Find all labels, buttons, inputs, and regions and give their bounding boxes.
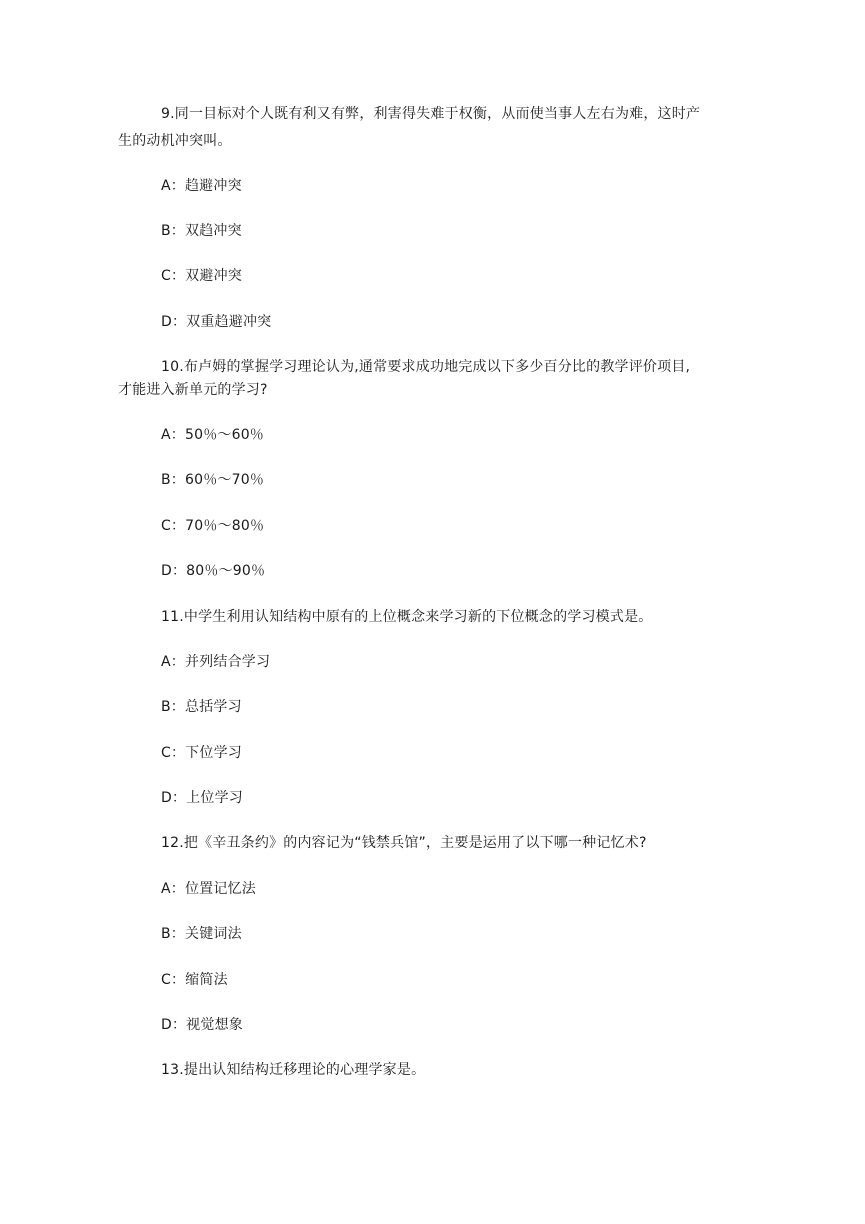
question-11-text: 11.中学生利用认知结构中原有的上位概念来学习新的下位概念的学习模式是。 [161, 609, 653, 625]
question-12-option-a: A：位置记忆法 [161, 881, 256, 897]
question-10-text-cont: 才能进入新单元的学习? [118, 382, 268, 398]
question-10-option-b: B：60％～70％ [161, 472, 265, 488]
question-9-option-d: D：双重趋避冲突 [161, 314, 272, 330]
question-10-text: 10.布卢姆的掌握学习理论认为,通常要求成功地完成以下多少百分比的教学评价项目, [161, 359, 691, 375]
question-9-text: 9.同一目标对个人既有利又有弊，利害得失难于权衡，从而使当事人左右为难，这时产 [161, 106, 701, 122]
question-9-option-c: C：双避冲突 [161, 268, 242, 284]
question-10-option-a: A：50％～60％ [161, 427, 265, 443]
question-9-option-b: B：双趋冲突 [161, 223, 242, 239]
question-12-option-c: C：缩简法 [161, 972, 228, 988]
question-11-option-d: D：上位学习 [161, 790, 243, 806]
question-12-option-d: D：视觉想象 [161, 1017, 243, 1033]
question-9-text-cont: 生的动机冲突叫。 [118, 133, 232, 149]
question-10-option-c: C：70％～80％ [161, 518, 265, 534]
question-12-option-b: B：关键词法 [161, 926, 242, 942]
question-13-text: 13.提出认知结构迁移理论的心理学家是。 [161, 1062, 426, 1078]
question-11-option-b: B：总括学习 [161, 699, 242, 715]
question-11-option-c: C：下位学习 [161, 745, 242, 761]
question-11-option-a: A：并列结合学习 [161, 654, 271, 670]
question-9-option-a: A：趋避冲突 [161, 178, 242, 194]
question-10-option-d: D：80％～90％ [161, 563, 266, 579]
question-12-text: 12.把《辛丑条约》的内容记为“钱禁兵馆”，主要是运用了以下哪一种记忆术? [161, 835, 647, 851]
